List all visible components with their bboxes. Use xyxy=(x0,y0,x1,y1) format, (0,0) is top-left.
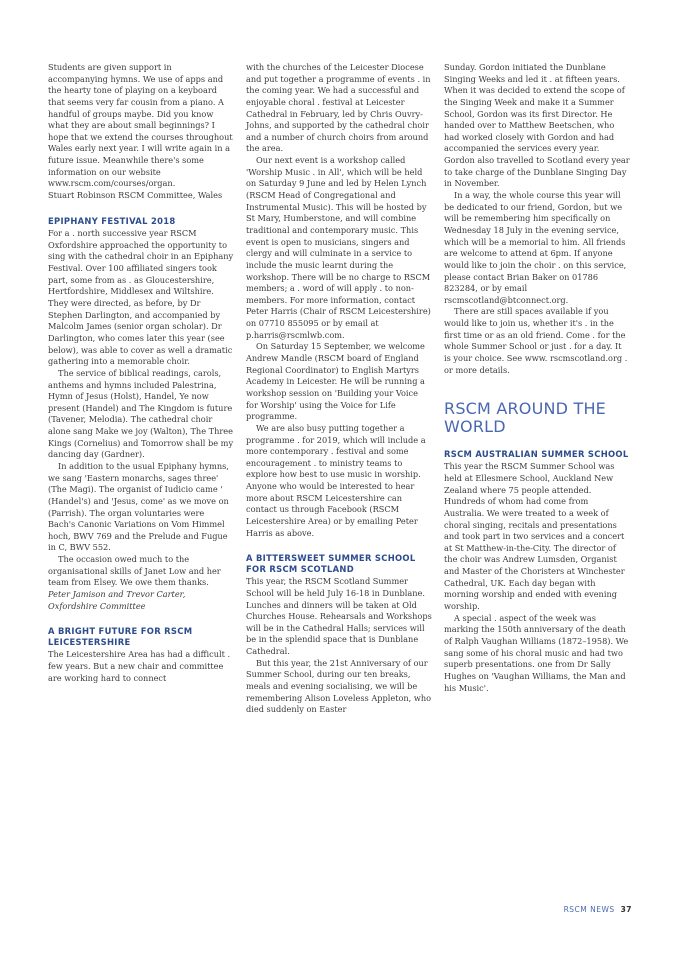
column-2 xyxy=(246,62,432,716)
byline: Stuart Robinson RSCM Committee, Wales xyxy=(48,190,223,201)
column-1 xyxy=(48,62,234,684)
column-3 xyxy=(444,62,630,694)
body-paragraph: For a . north successive year RSCM Oxfordshire approached the opportunity to sing with the cathedral choir in an Epiphany Festival. Over 100 affiliated singers took part, some from as . as Gloucestershire, Hertfordshire, Middlesex and Wiltshire. They were directed, as before, by Dr Stephen Darlington, and accompanied by Malcolm James (senior organ scholar). Dr Darlington, who comes later this year (see below), was able to cover as well a dramatic gathering into a memorable choir. xyxy=(48,228,234,367)
section-heading: A BRIGHT FUTURE FOR RSCM LEICESTERSHIRE xyxy=(48,626,193,647)
body-paragraph: with the churches of the Leicester Diocese and put together a programme of events . in the coming year. We had a successful and enjoyable choral . festival at Leicester Cathedral in February, led by Chris Ouvry-Johns, and supported by the cathedral choir and a number of church choirs from around the area. xyxy=(246,62,431,154)
section-heading: RSCM AUSTRALIAN SUMMER SCHOOL xyxy=(444,448,629,459)
body-paragraph: We are also busy putting together a programme . for 2019, which will include a more contemporary . festival and some encouragement . to ministry teams to explore how best to use music in worship. Anyone who would be interested to hear more about RSCM Leicestershire can contact us through Facebook (RSCM Leicestershire Area) or by emailing Peter Harris as above. xyxy=(246,422,426,538)
body-paragraph: The service of biblical readings, carols, anthems and hymns included Palestrina, Hymn of Jesus (Holst), Handel, Ye now present (Handel) and The Kingdom is future (Tavener, Melodia). The cathedral choir alone sang Make we joy (Walton), The Three Kings (Cornelius) and Tomorrow shall be my dancing day (Gardner). xyxy=(48,367,234,460)
body-paragraph: A special . aspect of the week was marking the 150th anniversary of the death of Ralph Vaughan Williams (1872–1958). We sang some of his choral music and had two superb presentations. one from Dr Sally Hughes on 'Vaughan Williams, the Man and his Music'. xyxy=(444,612,629,693)
body-paragraph: Sunday. Gordon initiated the Dunblane Singing Weeks and led it . at fifteen years. When it was decided to extend the scope of the Singing Week and make it a Summer School, Gordon was its first Director. He handed over to Matthew Beetschen, who had worked closely with Gordon and had accompanied the services every year. Gordon also travelled to Scotland every year to take charge of the Dunblane Singing Day in November. xyxy=(444,62,630,189)
body-paragraph: The occasion owed much to the organisational skills of Janet Low and her team from Elsey. We owe them thanks. xyxy=(48,554,221,588)
body-paragraph: Students are given support in accompanying hymns. We use of apps and the hearty tone of playing on a keyboard that seems very far cousin from a piano. A handful of groups maybe. Did you know what they are about small beginnings? I hope that we extend the courses throughout Wales early next year. I will write again in a future issue. Meanwhile there's some information on our website www.rscm.com/courses/organ. xyxy=(48,62,233,189)
byline: Peter Jamison and Trevor Carter, Oxfordshire Committee xyxy=(48,589,186,611)
magazine-name: RSCM NEWS xyxy=(563,905,615,915)
section-heading: EPIPHANY FESTIVAL 2018 xyxy=(48,215,176,226)
body-paragraph: In addition to the usual Epiphany hymns, we sang 'Eastern monarchs, sages three' (The Magi). The organist of Iudicio came ' (Handel's) and 'Jesus, come' as we move on (Parrish). The organ voluntaries were Bach's Canonic Variations on Vom Himmel hoch, BWV 769 and the Prelude and Fugue in C, BWV 552. xyxy=(48,461,229,553)
page-number: 37 xyxy=(620,905,632,915)
body-paragraph: This year the RSCM Summer School was held at Ellesmere School, Auckland New Zealand where 75 people attended. Hundreds of whom had come from Australia. We were treated to a week of choral singing, recitals and presentations and took part in two services and a concert at St Matthew-in-the-City. The director of the choir was Andrew Lumsden, Organist and Master of the Choristers at Winchester Cathedral, UK. Each day began with morning worship and ended with evening worship. xyxy=(444,461,625,612)
body-paragraph: This year, the RSCM Scotland Summer School will be held July 16-18 in Dunblane. Lunches and dinners will be taken at Old Churches House. Rehearsals and Workshops will be in the Cathedral Halls; services will be in the splendid space that is Dunblane Cathedral. xyxy=(246,576,432,657)
section-heading: A BITTERSWEET SUMMER SCHOOL FOR RSCM SCOTLAND xyxy=(246,553,416,574)
body-paragraph: The Leicestershire Area has had a difficult . few years. But a new chair and committee are working hard to connect xyxy=(48,649,231,683)
body-paragraph: Our next event is a workshop called 'Worship Music . in All', which will be held on Saturday 9 June and led by Helen Lynch (RSCM Head of Congregational and Instrumental Music). This will be hosted by St Mary, Humberstone, and will combine traditional and contemporary music. This event is open to musicians, singers and clergy and will culminate in a service to include the music learnt during the workshop. There will be no charge to RSCM members; a . word of will apply . to non-members. For more information, contact Peter Harris (Chair of RSCM Leicestershire) on 07710 855095 or by email at p.harris@rscmlwb.com. xyxy=(246,155,431,340)
body-paragraph: But this year, the 21st Anniversary of our Summer School, during our ten breaks, meals and evening socialising, we will be remembering Alison Loveless Appleton, who died suddenly on Easter xyxy=(246,657,432,715)
body-paragraph: In a way, the whole course this year will be dedicated to our friend, Gordon, but we will be remembering him specifically on Wednesday 18 July in the evening service, which will be a memorial to him. All friends are welcome to attend at 6pm. If anyone would like to join the choir . on this service, please contact Brian Baker on 01786 823284, or by email rscmscotland@btconnect.org. xyxy=(444,190,627,305)
body-paragraph: There are still spaces available if you would like to join us, whether it's . in the first time or as an old friend. Come . for the whole Summer School or just . for a day. It is your choice. See www. rscmscotland.org . or more details. xyxy=(444,306,628,375)
body-paragraph: On Saturday 15 September, we welcome Andrew Mandle (RSCM board of England Regional Coordinator) to English Martyrs Academy in Leicester. He will be running a workshop session on 'Building your Voice for Worship' using the Voice for Life programme. xyxy=(246,341,425,422)
section-title: RSCM AROUND THE WORLD xyxy=(444,399,606,436)
page-footer xyxy=(564,905,632,916)
